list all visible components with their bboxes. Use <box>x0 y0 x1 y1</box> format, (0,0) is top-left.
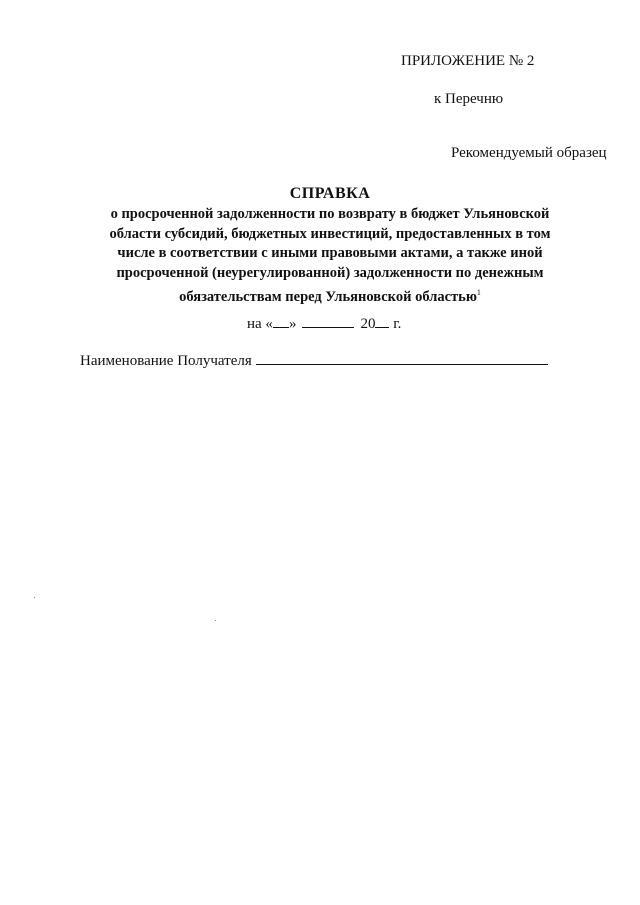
recipient-line <box>80 350 548 370</box>
title-line: о просроченной задолженности по возврату в бюджет Ульяновской <box>110 206 550 222</box>
month-blank-field[interactable] <box>302 313 354 328</box>
title-line: просроченной (неурегулированной) задолженности по денежным <box>116 264 544 281</box>
document-title <box>60 184 600 307</box>
to-list-reference: к Перечню <box>434 91 504 107</box>
scan-speck <box>34 597 35 598</box>
appendix-number: ПРИЛОЖЕНИЕ № 2 <box>401 53 535 69</box>
date-line <box>247 313 401 333</box>
scan-speck <box>215 620 216 621</box>
title-subtitle <box>60 205 600 307</box>
title-main: СПРАВКА <box>289 185 371 202</box>
year-blank-field[interactable] <box>375 313 389 328</box>
title-line-last <box>60 283 600 307</box>
recipient-name-blank-field[interactable] <box>256 350 548 365</box>
day-blank-field[interactable] <box>273 313 289 328</box>
date-close-quote: » <box>288 316 297 332</box>
footnote-mark: 1 <box>476 288 481 297</box>
title-last-text: обязательствам перед Ульяновской областью <box>179 288 477 305</box>
title-line: числе в соответствии с иными правовыми актами, а также иной <box>117 245 543 261</box>
year-prefix: 20 <box>360 316 376 332</box>
date-prefix: на « <box>247 316 273 332</box>
recommended-sample-label: Рекомендуемый образец <box>451 145 607 161</box>
recipient-label: Наименование Получателя <box>80 353 252 369</box>
year-suffix: г. <box>393 316 402 332</box>
title-line: области субсидий, бюджетных инвестиций, предоставленных в том <box>109 225 551 242</box>
